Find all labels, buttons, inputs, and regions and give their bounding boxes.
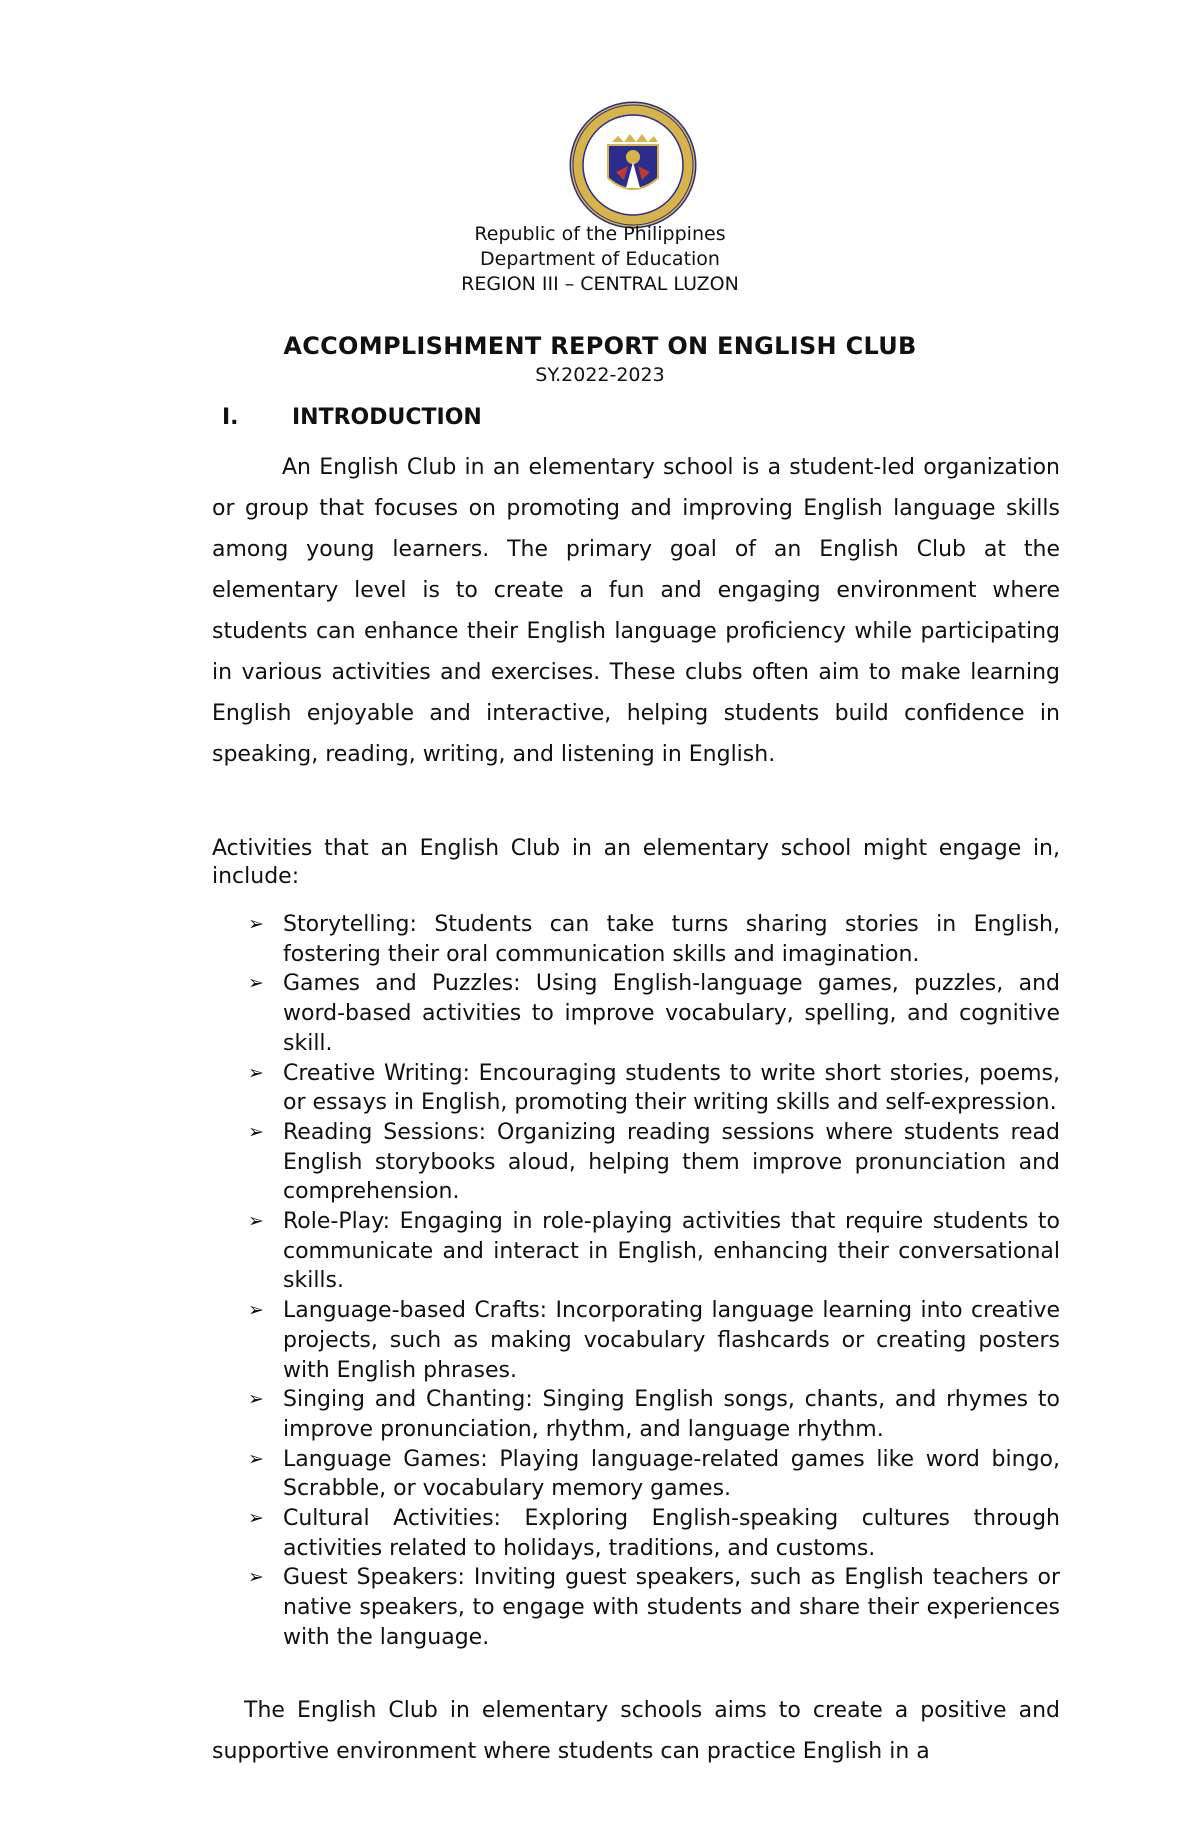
- list-item: [212, 1296, 1060, 1385]
- closing-paragraph: The English Club in elementary schools aims to create a positive and supportive environment where students can practice English in a: [212, 1698, 1060, 1764]
- section-title: INTRODUCTION: [292, 405, 482, 430]
- activity-text: Singing and Chanting: Singing English songs, chants, and rhymes to improve pronunciation, rhythm, and language rhythm.: [283, 1387, 1060, 1442]
- activity-text: Storytelling: Students can take turns sharing stories in English, fostering their oral communication skills and imagination.: [283, 912, 1060, 967]
- activity-text: Language-based Crafts: Incorporating language learning into creative projects, such as making vocabulary flashcards or creating posters with English phrases.: [283, 1298, 1060, 1383]
- page-title: ACCOMPLISHMENT REPORT ON ENGLISH CLUB: [283, 332, 917, 360]
- arrow-bullet-icon: ➢: [248, 1210, 264, 1233]
- activity-text: Reading Sessions: Organizing reading sessions where students read English storybooks aloud, helping them improve pronunciation and comprehension.: [283, 1119, 1060, 1205]
- activity-text: Creative Writing: Encouraging students to write short stories, poems, or essays in English, promoting their writing skills and self-expression.: [283, 1060, 1060, 1116]
- intro-paragraph: An English Club in an elementary school is a student-led organization or group that focuses on promoting and improving English language skills among young learners. The primary goal of an English Club at the elementary level is to create a fun and engaging environment where students can enhance their English language proficiency while participating in various activities and exercises. These clubs often aim to make learning English enjoyable and interactive, helping students build confidence in speaking, reading, writing, and listening in English.: [212, 455, 1060, 767]
- list-item: [212, 1385, 1060, 1444]
- arrow-bullet-icon: ➢: [248, 913, 264, 935]
- activities-list: [212, 910, 1060, 1653]
- header-region: REGION III – CENTRAL LUZON: [461, 273, 739, 295]
- activities-intro-paragraph: Activities that an English Club in an elementary school might engage in, include:: [212, 836, 1060, 889]
- arrow-bullet-icon: ➢: [248, 1299, 264, 1322]
- activity-text: Cultural Activities: Exploring English-speaking cultures through activities related to holidays, traditions, and customs.: [283, 1506, 1060, 1561]
- list-item: [212, 1207, 1060, 1296]
- arrow-bullet-icon: ➢: [248, 1447, 264, 1470]
- section-heading: [222, 405, 482, 430]
- list-item: [212, 1059, 1060, 1118]
- header-republic: Republic of the Philippines: [474, 223, 726, 245]
- activity-text: Role-Play: Engaging in role-playing activities that require students to communicate and interact in English, enhancing their conversational skills.: [283, 1209, 1060, 1294]
- arrow-bullet-icon: ➢: [248, 1388, 264, 1411]
- list-item: [212, 1445, 1060, 1504]
- arrow-bullet-icon: ➢: [248, 1507, 264, 1530]
- arrow-bullet-icon: ➢: [248, 972, 264, 995]
- list-item: [212, 1563, 1060, 1652]
- activity-text: Language Games: Playing language-related games like word bingo, Scrabble, or vocabulary memory games.: [283, 1446, 1060, 1502]
- section-number: I.: [222, 405, 239, 430]
- header-department: Department of Education: [480, 248, 720, 270]
- activity-text: Guest Speakers: Inviting guest speakers, such as English teachers or native speakers, to engage with students and share their experiences with the language.: [283, 1565, 1060, 1650]
- arrow-bullet-icon: ➢: [248, 1061, 264, 1084]
- list-item: [212, 1504, 1060, 1563]
- activity-text: Games and Puzzles: Using English-language games, puzzles, and word-based activities to improve vocabulary, spelling, and cognitive skill.: [283, 971, 1060, 1056]
- list-item: [212, 1118, 1060, 1207]
- list-item: [212, 910, 1060, 969]
- list-item: [212, 969, 1060, 1058]
- arrow-bullet-icon: ➢: [248, 1566, 264, 1589]
- school-year: SY.2022-2023: [535, 364, 665, 386]
- deped-seal-icon: [568, 100, 698, 230]
- arrow-bullet-icon: ➢: [248, 1120, 264, 1143]
